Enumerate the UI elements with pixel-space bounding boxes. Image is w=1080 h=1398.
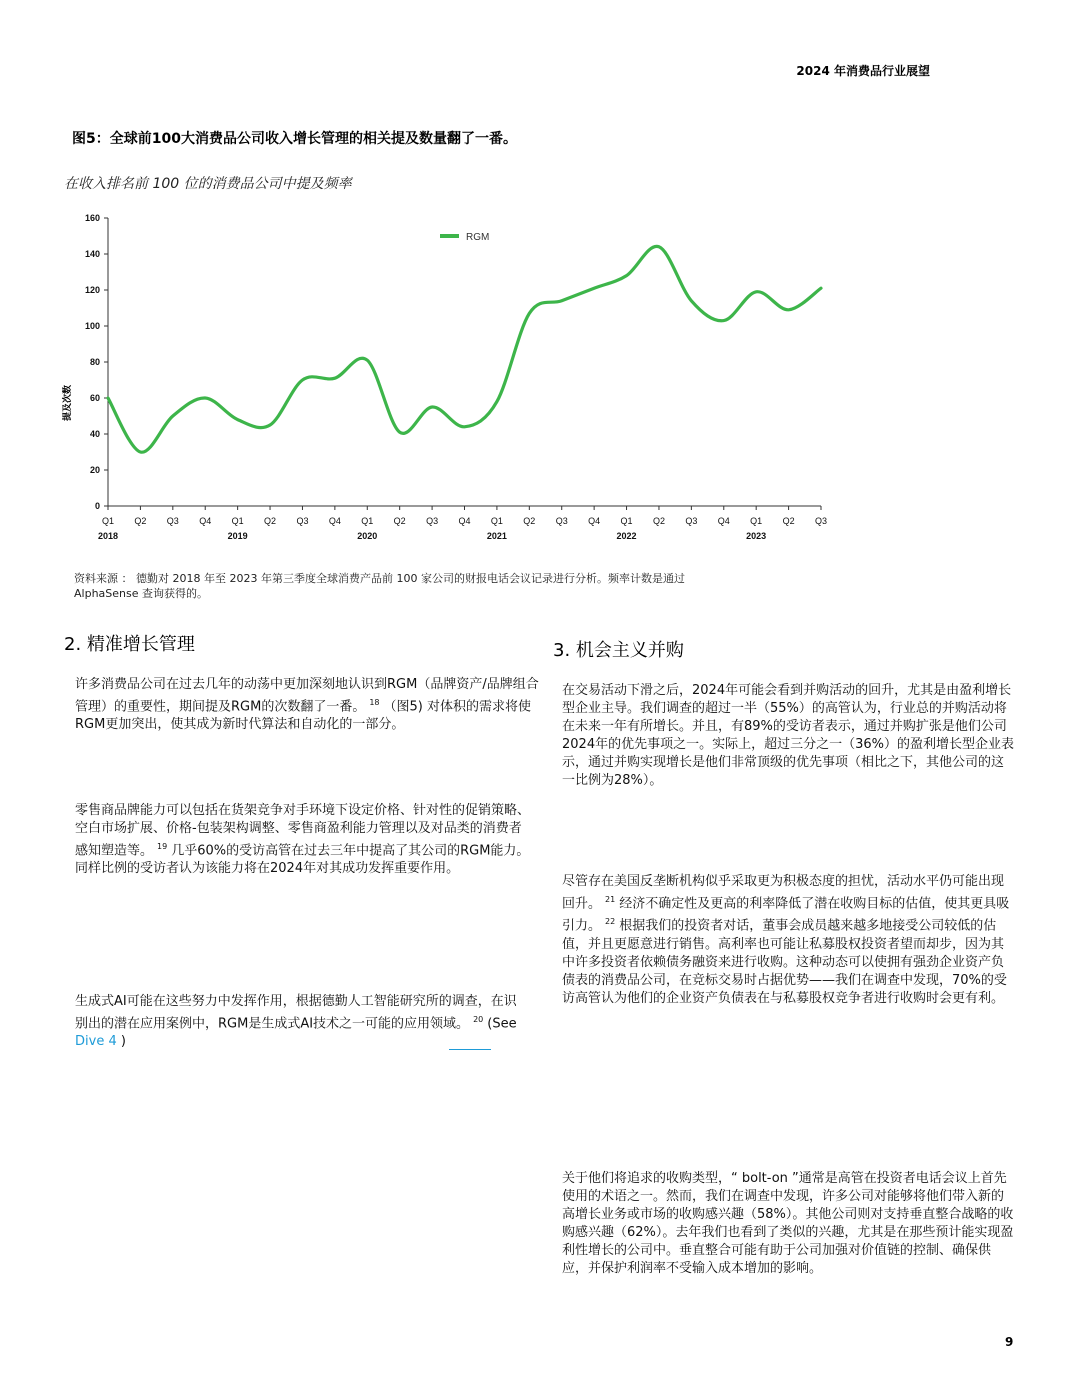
- y-tick-label: 140: [84, 249, 100, 259]
- paragraph-text: 根据我们的投资者对话，董事会成员越来越多地接受公司较低的估值，并且更愿意进行销售。高利率也可能让私募股权投资者望而却步，因为其中许多投资者依赖债务融资来进行收购。这种动态可以使拥有强劲企业资产负债表的消费品公司，在竞标交易时占据优势——我们在调查中发现，70%的受访高管认为他们的企业资产负债表在与私募股权竞争者进行收购时会更有利。: [562, 918, 1007, 1006]
- x-tick-label: Q3: [166, 516, 179, 526]
- x-year-label: 2020: [357, 531, 378, 541]
- footnote-ref[interactable]: 18: [369, 698, 380, 707]
- paragraph-text: 许多消费品公司在过去几年的动荡中更加深刻地认识到RGM（品牌资产/品牌组合管理）的重要性，期间提及RGM的次数翻了一番。: [75, 677, 539, 715]
- section-2-paragraph-2: [75, 802, 531, 878]
- y-tick-label: 60: [89, 393, 100, 403]
- x-tick-label: Q2: [782, 516, 795, 526]
- footnote-ref[interactable]: 22: [605, 917, 616, 927]
- section-3-paragraph-2: [562, 873, 1014, 1008]
- paragraph-text: 几乎60%的受访高管在过去三年中提高了其公司的RGM能力。同样比例的受访者认为该能力将在2024年对其成功发挥重要作用。: [75, 843, 530, 877]
- paragraph-text: 生成式AI可能在这些努力中发挥作用，根据德勤人工智能研究所的调查，在识别出的潜在应用案例中，RGM是生成式AI技术之一可能的应用领域。: [75, 994, 517, 1032]
- y-tick-label: 120: [84, 285, 100, 295]
- section-2-paragraph-1: [75, 676, 541, 734]
- paragraph-text: 尽管存在美国反垄断机构似乎采取更为积极态度的担忧，活动水平仍可能出现回升。: [562, 874, 1005, 912]
- paragraph-text: ): [120, 1034, 126, 1050]
- x-year-label: 2022: [616, 531, 637, 541]
- x-tick-label: Q3: [814, 516, 828, 526]
- paragraph-text: 零售商品牌能力可以包括在货架竞争对手环境下设定价格、针对性的促销策略、空白市场扩展、价格-包装架构调整、零售商盈利能力管理以及对品类的消费者感知塑造等。: [75, 803, 531, 859]
- x-tick-label: Q1: [490, 516, 503, 526]
- chart-subtitle: 在收入排名前 100 位的消费品公司中提及频率: [64, 176, 352, 192]
- x-tick-label: Q1: [101, 516, 115, 526]
- y-axis: [85, 213, 108, 511]
- chart-series: [108, 246, 821, 452]
- section-3-paragraph-1: 在交易活动下滑之后，2024年可能会看到并购活动的回升，尤其是由盈利增长型企业主导。我们调查的超过一半（55%）的高管认为，行业总的并购活动将在未来一年有所增长。并且，有89%的受访者表示，通过并购扩张是他们公司2024年的优先事项之一。实际上，超过三分之一（36%）的盈利增长型企业表示，通过并购实现增长是他们非常顶级的优先事项（相比之下，其他公司的这一比例为28%）。: [562, 683, 1014, 788]
- x-year-label: 2019: [227, 531, 248, 541]
- x-tick-label: Q3: [426, 516, 439, 526]
- section-3-heading: 3. 机会主义并购: [553, 640, 684, 661]
- y-axis-label: 提及次数: [62, 384, 72, 422]
- footnote-ref[interactable]: 19: [157, 842, 168, 851]
- x-tick-label: Q3: [685, 516, 698, 526]
- dive-4-link[interactable]: Dive 4: [75, 1034, 117, 1050]
- y-tick-label: 80: [89, 357, 100, 367]
- x-tick-label: Q2: [652, 516, 665, 526]
- legend-label-rgm: RGM: [466, 232, 490, 243]
- paragraph-text: 经济不确定性及更高的利率降低了潜在收购目标的估值，使其更具吸引力。: [562, 896, 1010, 934]
- footnote-ref[interactable]: 20: [473, 1015, 484, 1024]
- chart-legend: [440, 232, 489, 243]
- section-3-paragraph-3: 关于他们将追求的收购类型，“ bolt-on ”通常是高管在投资者电话会议上首先使用的术语之一。然而，我们在调查中发现，许多公司对能够将他们带入新的高增长业务或市场的收购感兴趣（58%）。其他公司则对支持垂直整合战略的收购感兴趣（62%）。去年我们也看到了类似的兴趣，尤其是在那些预计能实现盈利性增长的公司中。垂直整合可能有助于公司加强对价值链的控制、确保供应，并保护利润率不受输入成本增加的影响。: [562, 1171, 1014, 1276]
- x-tick-label: Q1: [750, 516, 763, 526]
- y-tick-label: 160: [84, 213, 100, 223]
- x-tick-label: Q4: [328, 516, 341, 526]
- y-tick-label: 20: [89, 465, 100, 475]
- section-2-paragraph-3: [75, 993, 521, 1051]
- x-tick-label: Q1: [231, 516, 244, 526]
- rgm-line-chart: [60, 205, 840, 555]
- footnote-ref[interactable]: 21: [605, 895, 616, 904]
- x-tick-label: Q1: [620, 516, 633, 526]
- x-year-label: 2023: [746, 531, 767, 541]
- y-tick-label: 0: [94, 501, 100, 511]
- paragraph-text: （图5) 对体积的需求将使RGM更加突出，使其成为新时代算法和自动化的一部分。: [75, 699, 531, 733]
- y-tick-label: 40: [89, 429, 100, 439]
- x-tick-label: Q2: [393, 516, 406, 526]
- report-title: 2024 年消费品行业展望: [796, 64, 930, 78]
- section-2-heading: 2. 精准增长管理: [64, 634, 195, 655]
- series-line-rgm: [108, 246, 821, 452]
- y-tick-label: 100: [84, 321, 100, 331]
- x-tick-label: Q4: [588, 516, 601, 526]
- x-tick-label: Q3: [296, 516, 309, 526]
- x-tick-label: Q2: [523, 516, 536, 526]
- link-underline: [449, 1049, 491, 1050]
- x-tick-label: Q2: [134, 516, 147, 526]
- figure-source-note: 资料来源 ： 德勤对 2018 年至 2023 年第三季度全球消费产品前 100 家公司的财报电话会议记录进行分析。频率计数是通过 AlphaSense 查询获得的。: [74, 572, 685, 600]
- x-tick-label: Q3: [555, 516, 568, 526]
- paragraph-text: (See: [487, 1016, 517, 1032]
- x-tick-label: Q4: [717, 516, 730, 526]
- x-tick-label: Q1: [361, 516, 374, 526]
- x-tick-label: Q2: [264, 516, 277, 526]
- x-year-label: 2021: [486, 531, 507, 541]
- x-year-label: 2018: [97, 531, 119, 541]
- page-number: 9: [1005, 1335, 1014, 1349]
- x-tick-label: Q4: [458, 516, 471, 526]
- figure-title: 图5：全球前100大消费品公司收入增长管理的相关提及数量翻了一番。: [72, 131, 517, 147]
- x-tick-label: Q4: [199, 516, 212, 526]
- x-axis: [98, 506, 827, 541]
